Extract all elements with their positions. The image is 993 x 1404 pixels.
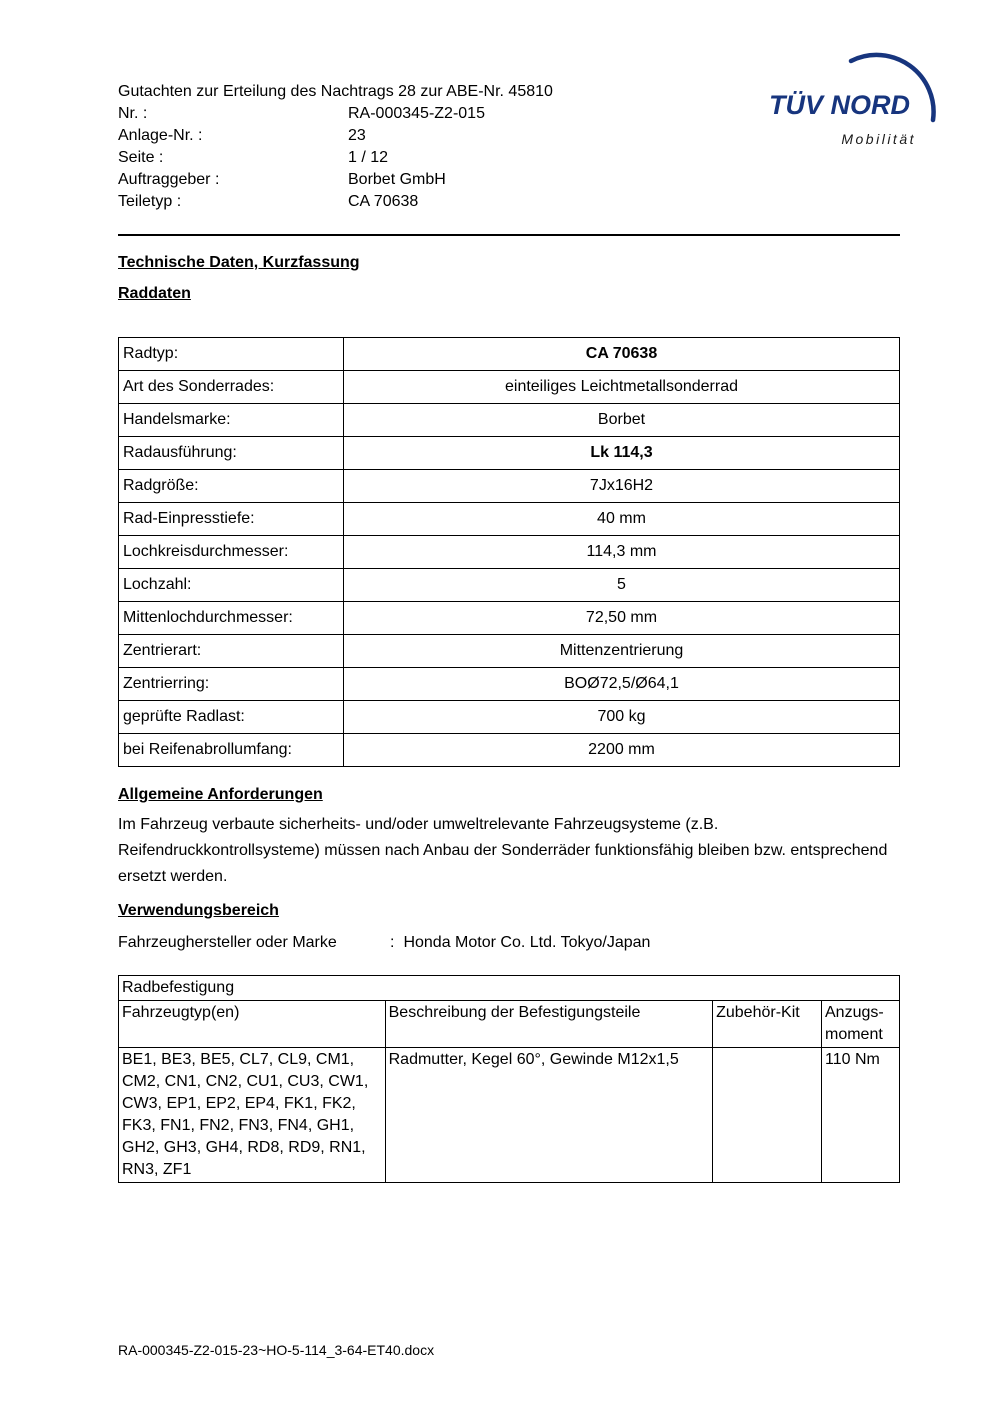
row-value: 700 kg xyxy=(344,701,900,734)
cell-fahrzeugtypen: BE1, BE3, BE5, CL7, CL9, CM1, CM2, CN1, CN2, CU1, CU3, CW1, CW3, EP1, EP2, EP4, FK1, FK2, FK3, FN1, FN2, FN3, FN4, GH1, GH2, GH3, GH4, RD8, RD9, RN1, RN3, ZF1 xyxy=(119,1048,386,1183)
table-row xyxy=(119,371,900,404)
column-header-anzugsmoment: Anzugs-moment xyxy=(822,1001,900,1048)
meta-row xyxy=(118,169,900,191)
row-label: Handelsmarke: xyxy=(119,404,344,437)
row-label: Lochzahl: xyxy=(119,569,344,602)
section-heading-verwendungsbereich: Verwendungsbereich xyxy=(118,902,279,919)
row-label: Zentrierart: xyxy=(119,635,344,668)
cell-anzugsmoment: 110 Nm xyxy=(822,1048,900,1183)
meta-value: 23 xyxy=(348,127,366,144)
table-row xyxy=(119,404,900,437)
table-row xyxy=(119,536,900,569)
table-row xyxy=(119,734,900,767)
table-row xyxy=(119,1048,900,1183)
row-label: geprüfte Radlast: xyxy=(119,701,344,734)
document-title-line: Gutachten zur Erteilung des Nachtrags 28 zur ABE-Nr. 45810 xyxy=(118,83,553,100)
table-row xyxy=(119,635,900,668)
table-row xyxy=(119,701,900,734)
row-value: 40 mm xyxy=(344,503,900,536)
table-row xyxy=(119,976,900,1001)
footer-filename: RA-000345-Z2-015-23~HO-5-114_3-64-ET40.docx xyxy=(118,1342,435,1358)
table-row xyxy=(119,602,900,635)
header-meta xyxy=(118,81,900,213)
meta-value: CA 70638 xyxy=(348,193,419,210)
table-row xyxy=(119,338,900,371)
row-value: 7Jx16H2 xyxy=(344,470,900,503)
row-value: Lk 114,3 xyxy=(344,437,900,470)
header-divider xyxy=(118,234,900,236)
table-row xyxy=(119,569,900,602)
allgemeine-anforderungen-text: Im Fahrzeug verbaute sicherheits- und/oder umweltrelevante Fahrzeugsysteme (z.B. Reifendruckkontrollsysteme) müssen nach Anbau der Sonderräder funktionsfähig bleiben bzw. entsprechend ersetzt werden. xyxy=(118,816,888,885)
meta-value: RA-000345-Z2-015 xyxy=(348,105,485,122)
fahrzeughersteller-separator: : xyxy=(390,934,395,951)
section-heading-allgemeine-anforderungen: Allgemeine Anforderungen xyxy=(118,786,323,803)
raddaten-table xyxy=(118,337,900,767)
meta-value: 1 / 12 xyxy=(348,149,389,166)
table-row xyxy=(119,470,900,503)
row-value: Borbet xyxy=(344,404,900,437)
table-row xyxy=(119,668,900,701)
row-value: Mittenzentrierung xyxy=(344,635,900,668)
row-value: 2200 mm xyxy=(344,734,900,767)
cell-beschreibung: Radmutter, Kegel 60°, Gewinde M12x1,5 xyxy=(385,1048,712,1183)
row-value: 5 xyxy=(344,569,900,602)
row-value: BOØ72,5/Ø64,1 xyxy=(344,668,900,701)
row-label: Rad-Einpresstiefe: xyxy=(119,503,344,536)
fahrzeughersteller-line xyxy=(118,932,900,954)
meta-row xyxy=(118,191,900,213)
document-header xyxy=(118,0,900,213)
section-heading-technische-daten: Technische Daten, Kurzfassung xyxy=(118,254,360,271)
table-header-row xyxy=(119,1001,900,1048)
meta-label: Auftraggeber : xyxy=(118,171,220,188)
cell-zubehoer-kit xyxy=(713,1048,822,1183)
row-label: Art des Sonderrades: xyxy=(119,371,344,404)
row-label: Radgröße: xyxy=(119,470,344,503)
table-row xyxy=(119,503,900,536)
row-label: Radtyp: xyxy=(119,338,344,371)
document-content xyxy=(118,0,900,1183)
section-heading-raddaten: Raddaten xyxy=(118,285,191,302)
row-label: Zentrierring: xyxy=(119,668,344,701)
meta-label: Teiletyp : xyxy=(118,193,182,210)
column-header-zubehoer-kit: Zubehör-Kit xyxy=(713,1001,822,1048)
radbefestigung-table xyxy=(118,975,900,1183)
logo-brand-text: TÜV NORD xyxy=(769,90,910,120)
table-row xyxy=(119,437,900,470)
radbefestigung-title: Radbefestigung xyxy=(119,976,900,1001)
meta-row xyxy=(118,147,900,169)
fahrzeughersteller-value: Honda Motor Co. Ltd. Tokyo/Japan xyxy=(403,934,651,951)
fahrzeughersteller-label: Fahrzeughersteller oder Marke xyxy=(118,934,337,951)
meta-row xyxy=(118,103,900,125)
row-label: Lochkreisdurchmesser: xyxy=(119,536,344,569)
row-value: 72,50 mm xyxy=(344,602,900,635)
meta-row xyxy=(118,125,900,147)
column-header-fahrzeugtypen: Fahrzeugtyp(en) xyxy=(119,1001,386,1048)
row-value: CA 70638 xyxy=(344,338,900,371)
column-header-beschreibung: Beschreibung der Befestigungsteile xyxy=(385,1001,712,1048)
row-label: Mittenlochdurchmesser: xyxy=(119,602,344,635)
meta-label: Anlage-Nr. : xyxy=(118,127,203,144)
meta-label: Nr. : xyxy=(118,105,148,122)
meta-value: Borbet GmbH xyxy=(348,171,446,188)
meta-label: Seite : xyxy=(118,149,164,166)
logo-tagline: Mobilität xyxy=(841,131,916,147)
row-value: 114,3 mm xyxy=(344,536,900,569)
row-label: bei Reifenabrollumfang: xyxy=(119,734,344,767)
row-value: einteiliges Leichtmetallsonderrad xyxy=(344,371,900,404)
row-label: Radausführung: xyxy=(119,437,344,470)
